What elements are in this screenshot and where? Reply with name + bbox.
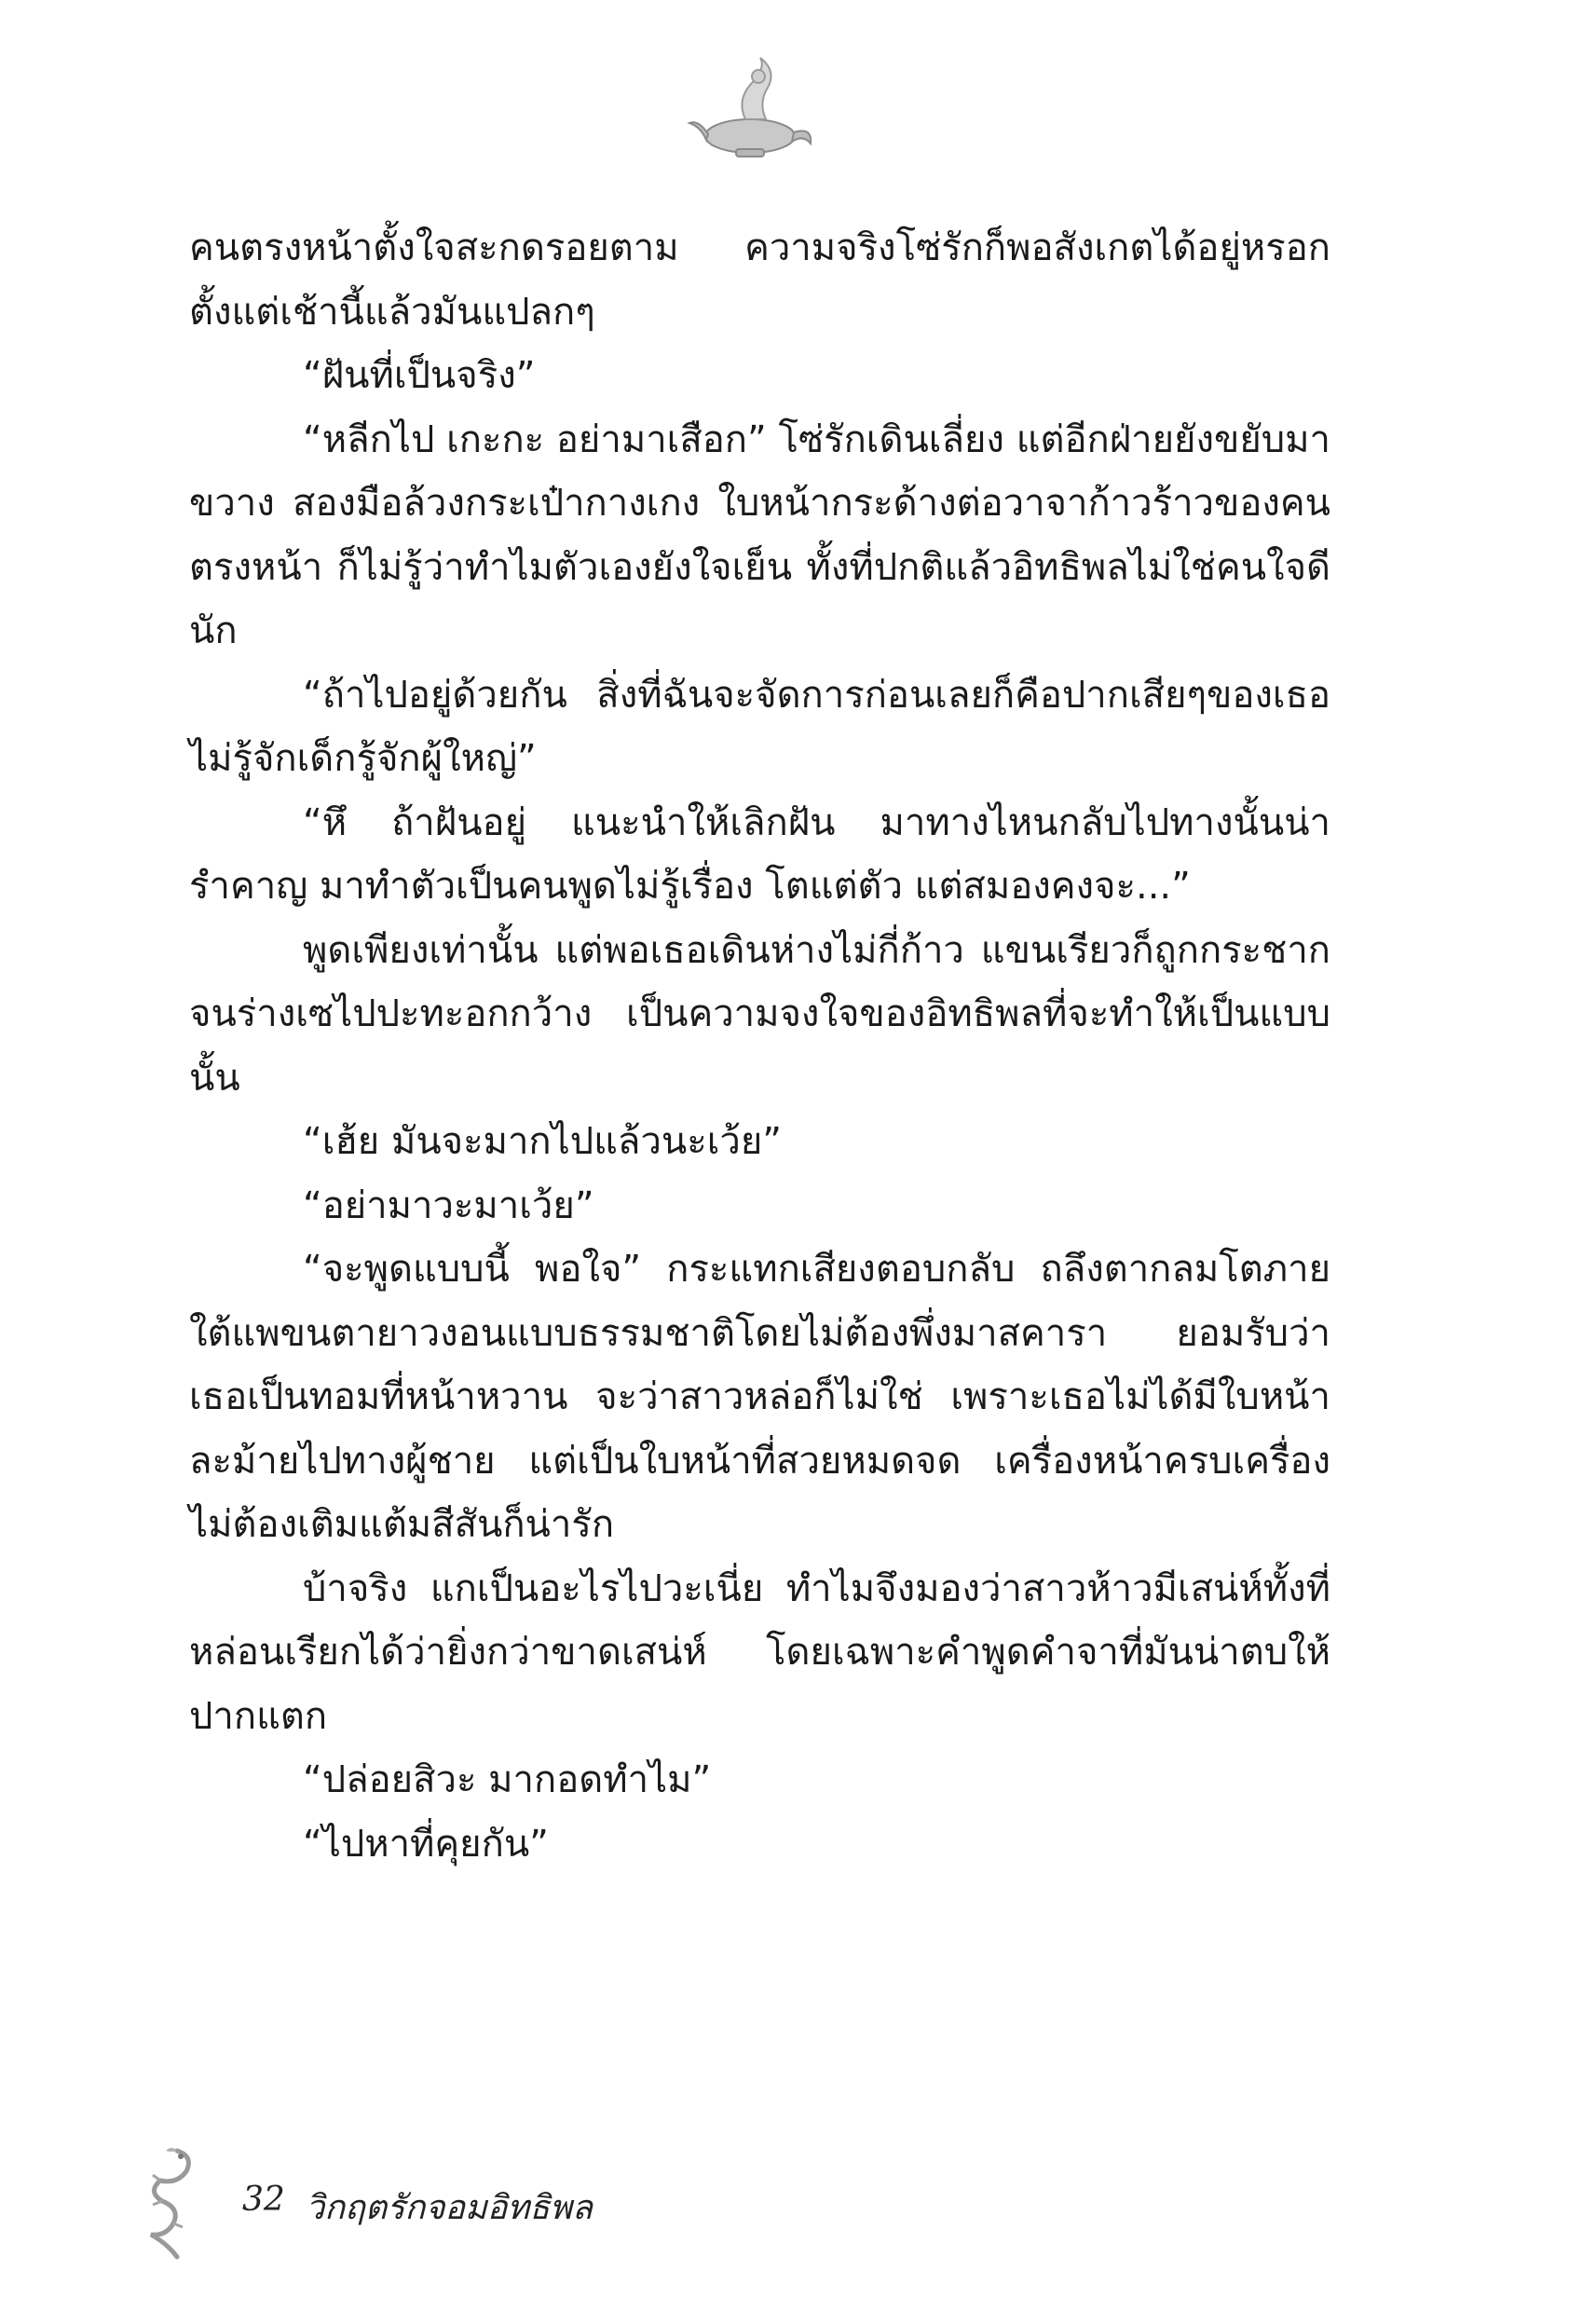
page-number: 32 [242, 2181, 285, 2219]
paragraph: “อย่ามาวะมาเว้ย” [303, 1183, 594, 1227]
page-footer [140, 2143, 792, 2264]
paragraph: พูดเพียงเท่านั้น แต่พอเธอเดินห่างไม่กี่ก้าว แขนเรียวก็ถูกกระชากจนร่างเซไปปะทะอกกว้าง เป็นความจงใจของอิทธิพลที่จะทำให้เป็นแบบนั้น [189, 928, 1330, 1100]
paragraph: “ถ้าไปอยู่ด้วยกัน สิ่งที่ฉันจะจัดการก่อนเลยก็คือปากเสียๆของเธอ ไม่รู้จักเด็กรู้จักผู้ใหญ่” [189, 673, 1330, 780]
paragraph: “จะพูดแบบนี้ พอใจ” กระแทกเสียงตอบกลับ ถลึงตากลมโตภายใต้แพขนตายาวงอนแบบธรรมชาติโดยไม่ต้องพึ่งมาสคารา ยอมรับว่าเธอเป็นทอมที่หน้าหวาน จะว่าสาวหล่อก็ไม่ใช่ เพราะเธอไม่ได้มีใบหน้าละม้ายไปทางผู้ชาย แต่เป็นใบหน้าที่สวยหมดจด เครื่องหน้าครบเครื่อง ไม่ต้องเติมแต้มสีสันก็น่ารัก [189, 1248, 1330, 1546]
paragraph: “ไปหาที่คุยกัน” [303, 1822, 549, 1866]
paragraph: “หึ ถ้าฝันอยู่ แนะนำให้เลิกฝัน มาทางไหนกลับไปทางนั้นน่ารำคาญ มาทำตัวเป็นคนพูดไม่รู้เรื่อง โตแต่ตัว แต่สมองคงจะ...” [189, 800, 1330, 908]
paragraph: “ฝันที่เป็นจริง” [303, 354, 536, 397]
paragraph: “เฮ้ย มันจะมากไปแล้วนะเว้ย” [303, 1120, 783, 1163]
paragraph: คนตรงหน้าตั้งใจสะกดรอยตาม ความจริงโซ่รักก็พอสังเกตได้อยู่หรอกตั้งแต่เช้านี้แล้วมันแปลกๆ [189, 226, 1330, 334]
dragon-icon [140, 2143, 205, 2264]
paragraph: บ้าจริง แกเป็นอะไรไปวะเนี่ย ทำไมจึงมองว่าสาวห้าวมีเสน่ห์ทั้งที่หล่อนเรียกได้ว่ายิ่งกว่าขาดเสน่ห์ โดยเฉพาะคำพูดคำจาที่มันน่าตบให้ปากแตก [189, 1566, 1330, 1738]
paragraph: “หลีกไป เกะกะ อย่ามาเสือก” โซ่รักเดินเลี่ยง แต่อีกฝ่ายยังขยับมาขวาง สองมือล้วงกระเป๋ากางเกง ใบหน้ากระด้างต่อวาจาก้าวร้าวของคนตรงหน้า ก็ไม่รู้ว่าทำไมตัวเองยังใจเย็น ทั้งที่ปกติแล้วอิทธิพลไม่ใช่คนใจดีนัก [189, 417, 1330, 652]
book-title: วิกฤตรักจอมอิทธิพล [306, 2189, 593, 2227]
genie-lamp-icon [680, 54, 820, 166]
story-text [189, 216, 1330, 1876]
paragraph: “ปล่อยสิวะ มากอดทำไม” [303, 1758, 712, 1801]
